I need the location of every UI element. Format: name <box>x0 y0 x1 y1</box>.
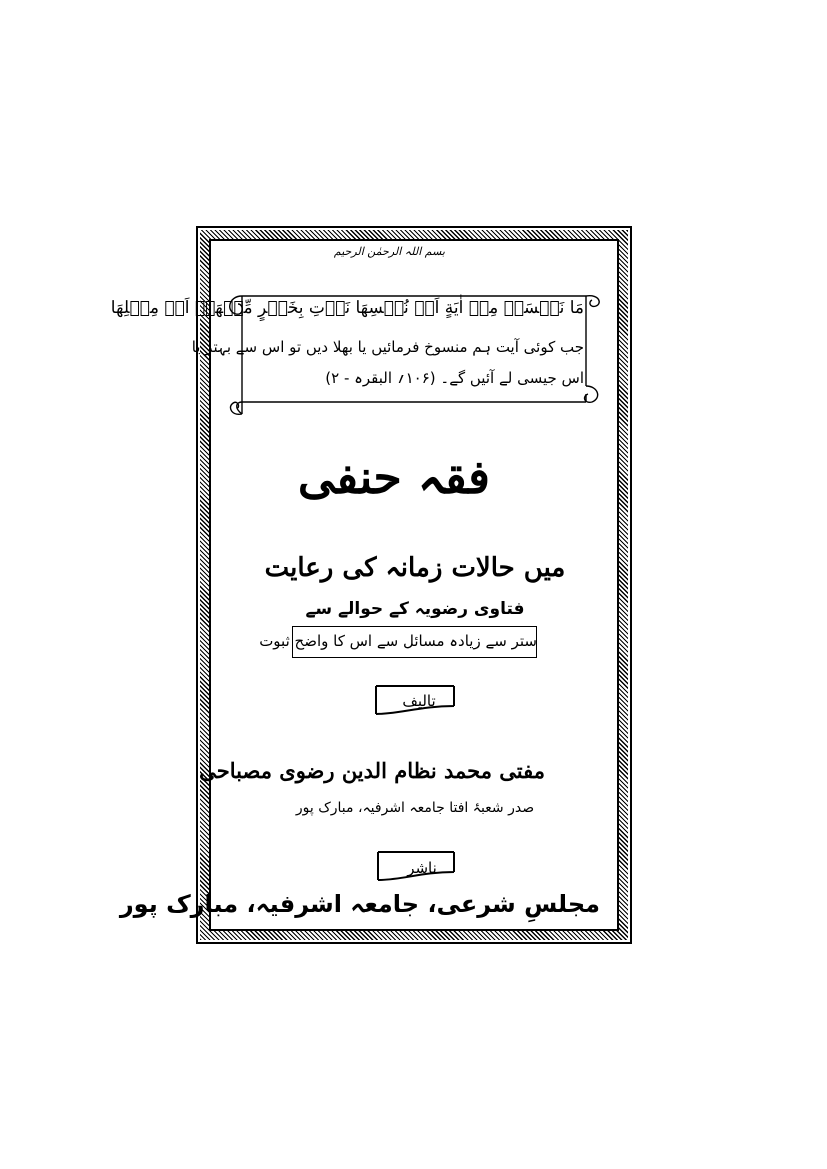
verse-translation-line1: جب کوئی آیت ہم منسوخ فرمائیں یا بھلا دیں تو اس سے بہتر یا <box>191 338 584 356</box>
publisher-name: مجلسِ شرعی، جامعہ اشرفیہ، مبارک پور <box>119 890 600 918</box>
book-title: فقہ حنفی <box>297 450 490 504</box>
verse-translation-line2: اس جیسی لے آئیں گے۔ (۱۰۶؍ البقرہ - ۲) <box>325 369 584 387</box>
taleef-label: تالیف <box>402 692 436 710</box>
bismillah-calligraphy: بسم اللہ الرحمٰن الرحیم <box>333 245 445 258</box>
author-name: مفتی محمد نظام الدین رضوی مصباحی <box>199 758 545 783</box>
nashir-label: ناشر <box>407 859 437 877</box>
reference-line: فتاوی رضویہ کے حوالے سے <box>305 599 525 619</box>
proof-text: ستر سے زیادہ مسائل سے اس کا واضح ثبوت <box>259 632 537 650</box>
quran-verse: مَا نَنۡسَخۡ مِنۡ اٰيَةٍ اَوۡ نُنۡسِهَا نَاۡتِ بِخَيۡرٍ مِّنۡهَاۤ اَوۡ مِثۡلِهَا <box>110 298 584 318</box>
author-position: صدر شعبۂ افتا جامعہ اشرفیہ، مبارک پور <box>295 800 535 816</box>
book-subtitle: میں حالات زمانہ کی رعایت <box>264 553 566 583</box>
